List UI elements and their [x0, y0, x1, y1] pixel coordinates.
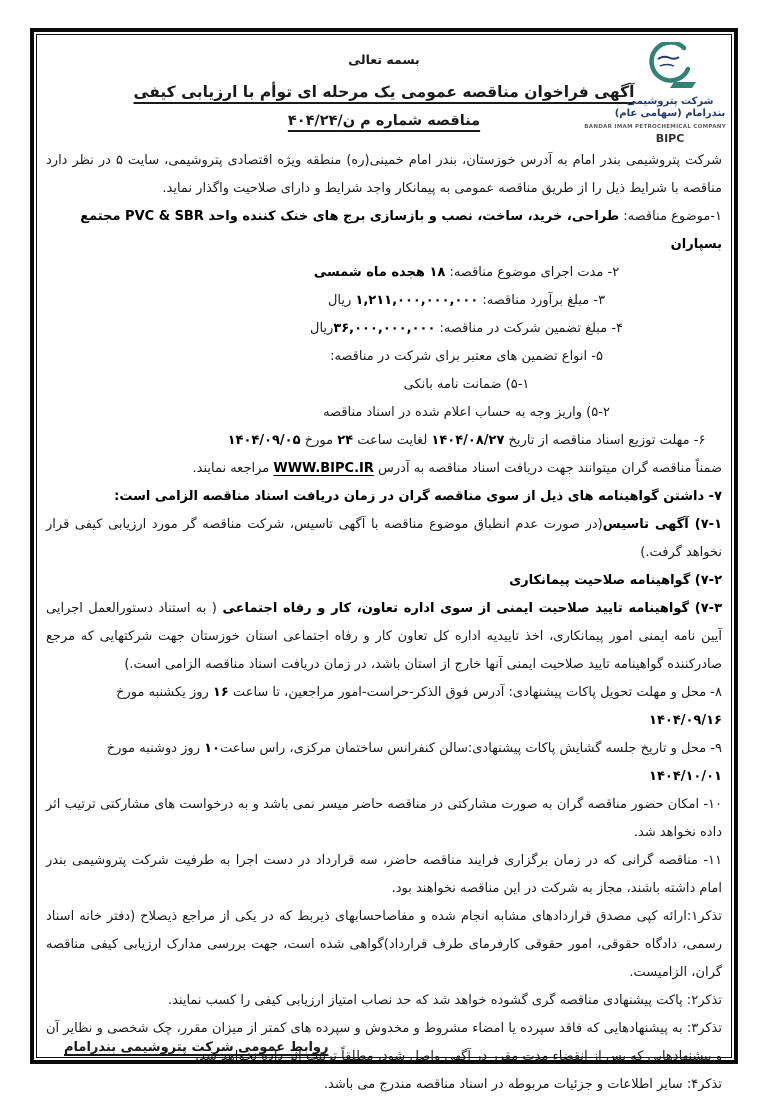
text-segment: ۹- محل و تاریخ جلسه گشایش پاکات پیشنهادی:سالن کنفرانس ساختمان مرکزی، راس ساعت: [220, 741, 722, 756]
text-segment: ریال: [310, 321, 334, 336]
paragraph-16: [46, 735, 722, 791]
paragraph-22: [46, 1071, 722, 1099]
text-segment: ۱۰: [204, 741, 220, 756]
text-segment: روز دوشنبه مورخ: [106, 741, 205, 756]
paragraph-2: [46, 203, 722, 259]
paragraph-20: [46, 987, 722, 1015]
text-segment: روز یکشنبه مورخ: [116, 685, 213, 700]
footer-public-relations: روابط عمومی شرکت پتروشیمی بندرامام: [64, 1040, 329, 1055]
text-segment: ۱۴۰۴/۰۹/۰۵: [227, 433, 301, 448]
paragraph-4: [211, 287, 722, 315]
text-segment: ۵-۱) ضمانت نامه بانکی: [403, 377, 530, 392]
text-segment: ۲- مدت اجرای موضوع مناقصه:: [445, 265, 620, 280]
paragraph-14: [46, 595, 722, 679]
tender-number: مناقصه شماره م ن/۴۰۴/۲۴: [287, 113, 481, 129]
text-segment: تذکر۱:ارائه کپی مصدق قراردادهای مشابه انجام شده و مفاصاحسابهای ذیربط که در یکی از مراجع ذیصلاح (دفتر خانه اسناد رسمی، دادگاه حقوقی، امور حقوقی کارفرمای طرف قرارداد)گواهی شده است، جهت بررسی مدارک ارزیابی کیفی مناقصه گران، الزامیست.: [46, 909, 722, 980]
text-segment: ۸- محل و مهلت تحویل پاکات پیشنهادی: آدرس فوق الذکر-حراست-امور مراجعین، تا ساعت: [228, 685, 722, 700]
text-segment: ضمناً مناقصه گران میتوانند جهت دریافت اسناد مناقصه به آدرس: [373, 461, 722, 476]
text-segment: مراجعه نمایند.: [192, 461, 274, 476]
text-segment: شرکت پتروشیمی بندر امام به آدرس خوزستان، بندر امام خمینی(ره) منطقه ویژه اقتصادی پتروشیمی، سایت ۵ در نظر دارد مناقصه با شرایط ذیل را از طریق مناقصه عمومی به پیمانکار واجد شرایط و دارای صلاحیت واگذار نماید.: [46, 153, 722, 196]
page-border-frame: [30, 28, 738, 1092]
paragraph-5: [211, 315, 722, 343]
text-segment: ۱۱- مناقصه گرانی که در زمان برگزاری فرایند مناقصه حاضر، سه قرارداد در دست اجرا به طرفیت شرکت پتروشیمی بندر امام داشته باشند، مجاز به شرکت در این مناقصه نخواهند بود.: [46, 853, 722, 896]
text-segment: تذکر۲: پاکت پیشنهادی مناقصه گری گشوده خواهد شد که حد نصاب امتیاز ارزیابی کیفی را کسب نمایند.: [167, 993, 722, 1008]
paragraph-18: [46, 847, 722, 903]
text-segment: ۶- مهلت توزیع اسناد مناقصه از تاریخ: [504, 433, 706, 448]
text-segment: ۳۶,۰۰۰,۰۰۰,۰۰۰: [333, 321, 436, 336]
paragraph-10: [46, 455, 722, 483]
paragraph-11: [46, 483, 722, 511]
paragraph-13: [46, 567, 722, 595]
text-segment: ۱-موضوع مناقصه:: [619, 209, 722, 224]
document-title: آگهی فراخوان مناقصه عمومی یک مرحله ای توأم با ارزیابی کیفی: [133, 83, 635, 101]
paragraph-1: [46, 147, 722, 203]
text-segment: لغایت ساعت: [353, 433, 432, 448]
text-segment: ۱۴۰۴/۰۹/۱۶: [649, 713, 722, 728]
bismillah-text: بسمه تعالی: [348, 52, 420, 67]
text-segment: ۱۶: [212, 685, 229, 700]
text-segment: (در صورت عدم انطباق موضوع مناقصه با آگهی تاسیس، شرکت مناقصه گر مورد ارزیابی کیفی قرار نخواهد گرفت.): [46, 517, 722, 560]
text-segment: ۱۴۰۴/۰۸/۲۷: [431, 433, 505, 448]
text-segment: مورخ: [300, 433, 338, 448]
document-url-text: WWW.BIPC.IR: [273, 461, 374, 476]
paragraph-3: [211, 259, 722, 287]
text-segment: ۷-۲) گواهینامه صلاحیت پیمانکاری: [509, 573, 722, 588]
paragraph-8: [211, 399, 722, 427]
logo-abbreviation: BIPC: [655, 132, 685, 145]
text-segment: ۵-۲) واریز وجه به حساب اعلام شده در اسناد مناقصه: [323, 405, 610, 420]
text-segment: ۱۰- امکان حضور مناقصه گران به صورت مشارکتی در مناقصه حاضر میسر نمی باشد و به درخواست های مشارکتی ترتیب اثر داده نخواهد شد.: [46, 797, 722, 840]
logo-calligraphy-text: شرکت پتروشیمی بندرامام (سهامی عام): [614, 96, 726, 119]
text-segment: ۱,۲۱۱,۰۰۰,۰۰۰,۰۰۰: [355, 293, 479, 308]
paragraph-17: [46, 791, 722, 847]
text-segment: ۲۴: [337, 433, 354, 448]
text-segment: ( به استناد دستورالعمل اجرایی آیین نامه ایمنی امور پیمانکاری، اخذ تاییدیه اداره کل تعاون کار و رفاه اجتماعی استان خوزستان جهت شرکتهایی که مرجع صادرکننده گواهینامه تایید صلاحیت ایمنی آنها خارج از استان باشد، در زمان دریافت اسناد مناقصه الزامی است.): [46, 601, 722, 672]
text-segment: ۵- انواع تضمین های معتبر برای شرکت در مناقصه:: [330, 349, 603, 364]
text-segment: ۱۴۰۴/۱۰/۰۱: [649, 769, 722, 784]
text-segment: ۴- مبلغ تضمین شرکت در مناقصه:: [435, 321, 623, 336]
text-segment: ۷-۱) آگهی تاسیس: [602, 517, 722, 532]
paragraph-9: [211, 427, 722, 455]
text-segment: تذکر۴: سایر اطلاعات و جزئیات مربوطه در اسناد مناقصه مندرج می باشد.: [323, 1077, 722, 1092]
logo-company-name-en: BANDAR IMAM PETROCHEMICAL COMPANY: [584, 124, 726, 130]
paragraph-15: [46, 679, 722, 735]
text-segment: ۳- مبلغ برآورد مناقصه:: [478, 293, 606, 308]
text-segment: ۷-۳) گواهینامه تایید صلاحیت ایمنی از سوی اداره تعاون، کار و رفاه اجتماعی: [216, 601, 722, 616]
text-segment: طراحی، خرید، ساخت، نصب و بازسازی برج های خنک کننده واحد PVC & SBR مجتمع بسپاران: [80, 209, 722, 252]
text-segment: تذکر۳: به پیشنهادهایی که فاقد سپرده یا امضاء مشروط و مخدوش و سپرده های کمتر از میزان مقرر، چک شخصی و نظایر آن و پیشنهادهایی که پس از انقضاء مدت مقرر در آگهی واصل شود، مطلقاً ترتیب اثر داده نخواهد شد.: [46, 1021, 722, 1064]
text-segment: ۱۸ هجده ماه شمسی: [313, 265, 446, 280]
paragraph-7: [211, 371, 722, 399]
bipc-logo-mark-icon: [638, 42, 702, 94]
text-segment: ۷- داشتن گواهینامه های ذیل از سوی مناقصه گران در زمان دریافت اسناد مناقصه الزامی است:: [114, 489, 722, 504]
company-logo: [584, 42, 726, 145]
paragraph-6: [211, 343, 722, 371]
paragraph-12: [46, 511, 722, 567]
document-page: [38, 36, 730, 1092]
paragraph-19: [46, 903, 722, 987]
document-body: [46, 147, 722, 1099]
text-segment: ریال: [327, 293, 356, 308]
